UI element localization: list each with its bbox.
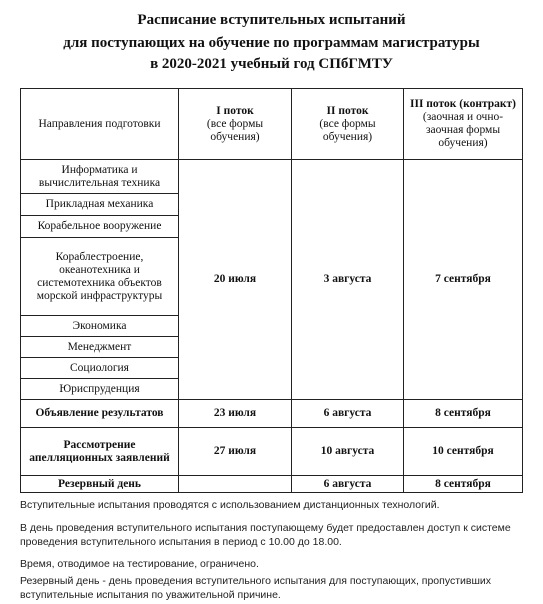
header-directions: Направления подготовки [21,89,179,160]
note-time-limit: Время, отводимое на тестирование, ограничено. [20,558,259,570]
appeals-row [21,428,523,476]
exam-date-stream-1: 20 июля [179,160,292,400]
exam-date-stream-2: 3 августа [292,160,404,400]
results-date-stream-1: 23 июля [179,400,292,428]
title-line-1: Расписание вступительных испытаний [137,12,406,28]
direction-name: Менеджмент [21,337,179,358]
results-date-stream-2: 6 августа [292,400,404,428]
schedule-table [20,88,523,493]
stream-3-subtitle: (заочная и очно-заочная формы обучения) [422,111,504,149]
stream-2-subtitle: (все формы обучения) [319,117,376,143]
direction-name: Прикладная механика [21,194,179,216]
direction-name: Социология [21,358,179,379]
note-remote-exams: Вступительные испытания проводятся с использованием дистанционных технологий. [20,499,440,511]
note-reserve-day: Резервный день - день проведения вступительного испытания для поступающих, пропустивших вступительные испытания по уважительной причине. [20,575,491,601]
appeals-label: Рассмотрение апелляционных заявлений [21,428,179,476]
reserve-date-stream-1 [179,476,292,493]
stream-3-title: III поток (контракт) [410,98,516,110]
direction-name: Экономика [21,316,179,337]
header-row [21,89,523,160]
stream-1-title: I поток [216,104,254,117]
results-row [21,400,523,428]
results-date-stream-3: 8 сентября [404,400,523,428]
appeals-date-stream-2: 10 августа [292,428,404,476]
direction-name: Юриспруденция [21,379,179,400]
direction-name: Корабельное вооружение [21,216,179,238]
exam-date-stream-3: 7 сентября [404,160,523,400]
stream-1-subtitle: (все формы обучения) [206,117,264,143]
header-stream-1 [179,89,292,160]
direction-name: Информатика и вычислительная техника [21,160,179,194]
note-access-period: В день проведения вступительного испытания поступающему будет предоставлен доступ к системе проведения вступительного испытания в период с 10.00 до 18.00. [20,522,511,548]
title-line-2: для поступающих на обучение по программам магистратуры [63,35,480,51]
reserve-row [21,476,523,493]
reserve-date-stream-2: 6 августа [292,476,404,493]
direction-name: Кораблестроение, океанотехника и системотехника объектов морской инфраструктуры [21,238,179,316]
stream-2-title: II поток [326,104,369,117]
direction-row [21,160,523,194]
appeals-date-stream-3: 10 сентября [404,428,523,476]
header-stream-2 [292,89,404,160]
results-label: Объявление результатов [21,400,179,428]
reserve-label: Резервный день [21,476,179,493]
header-stream-3 [404,89,523,160]
reserve-date-stream-3: 8 сентября [404,476,523,493]
appeals-date-stream-1: 27 июля [179,428,292,476]
title-line-3: в 2020-2021 учебный год СПбГМТУ [150,56,393,72]
